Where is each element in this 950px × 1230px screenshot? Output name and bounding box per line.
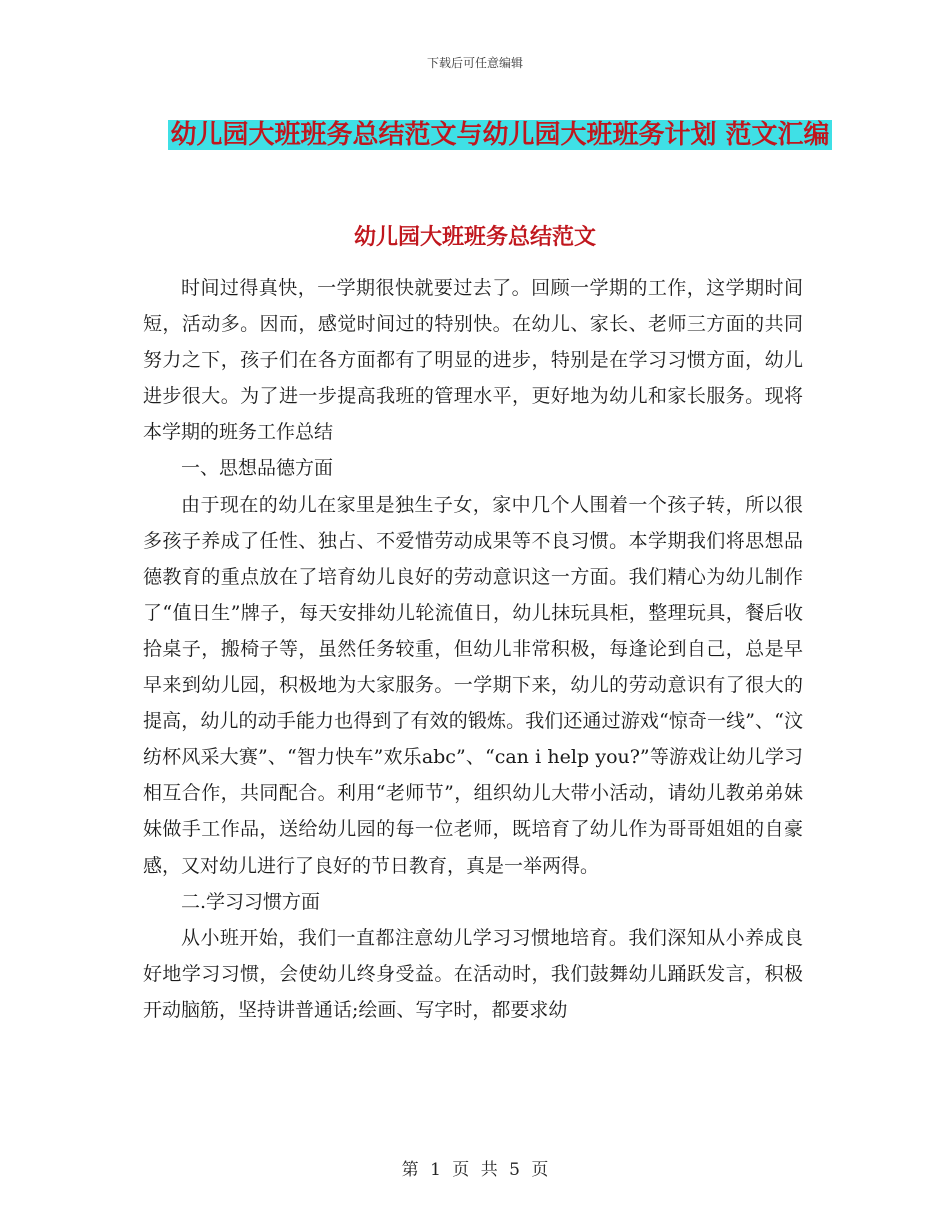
document-title [140,113,860,157]
page-footer: 第 1 页 共 5 页 [401,1160,549,1180]
heading-study-habits: 二.学习习惯方面 [181,890,321,913]
paragraph-moral-education: 由于现在的幼儿在家里是独生子女，家中几个人围着一个孩子转，所以很多孩子养成了任性、独占、不爱惜劳动成果等不良习惯。本学期我们将思想品德教育的重点放在了培育幼儿良好的劳动意识这一方面。我们精心为幼儿制作了“值日生”牌子，每天安排幼儿轮流值日，幼儿抹玩具柜，整理玩具，餐后收拾桌子，搬椅子等，虽然任务较重，但幼儿非常积极，每逢论到自己，总是早早来到幼儿园，积极地为大家服务。一学期下来，幼儿的劳动意识有了很大的提高，幼儿的动手能力也得到了有效的锻炼。我们还通过游戏“惊奇一线”、“汶纺杯风采大赛”、“智力快车”欢乐abc”、“can i help you?”等游戏让幼儿学习相互合作，共同配合。利用“老师节”，组织幼儿大带小活动，请幼儿教弟弟妹妹做手工作品，送给幼儿园的每一位老师，既培育了幼儿作为哥哥姐姐的自豪感，又对幼儿进行了良好的节日教育，真是一举两得。 [143,493,803,877]
heading-moral-education: 一、思想品德方面 [181,457,334,480]
document-title-text: 幼儿园大班班务总结范文与幼儿园大班班务计划 范文汇编 [170,120,830,150]
body-text [143,270,803,1028]
paragraph-intro: 时间过得真快，一学期很快就要过去了。回顾一学期的工作，这学期时间短，活动多。因而，感觉时间过的特别快。在幼儿、家长、老师三方面的共同努力之下，孩子们在各方面都有了明显的进步，特别是在学习习惯方面，幼儿进步很大。为了进一步提高我班的管理水平，更好地为幼儿和家长服务。现将本学期的班务工作总结 [143,277,803,444]
paragraph-study-habits: 从小班开始，我们一直都注意幼儿学习习惯地培育。我们深知从小养成良好地学习习惯，会使幼儿终身受益。在活动时，我们鼓舞幼儿踊跃发言，积极开动脑筋，坚持讲普通话;绘画、写字时，都要求幼 [143,926,803,1021]
header-note: 下载后可任意编辑 [426,56,523,70]
section-title: 幼儿园大班班务总结范文 [353,225,596,250]
